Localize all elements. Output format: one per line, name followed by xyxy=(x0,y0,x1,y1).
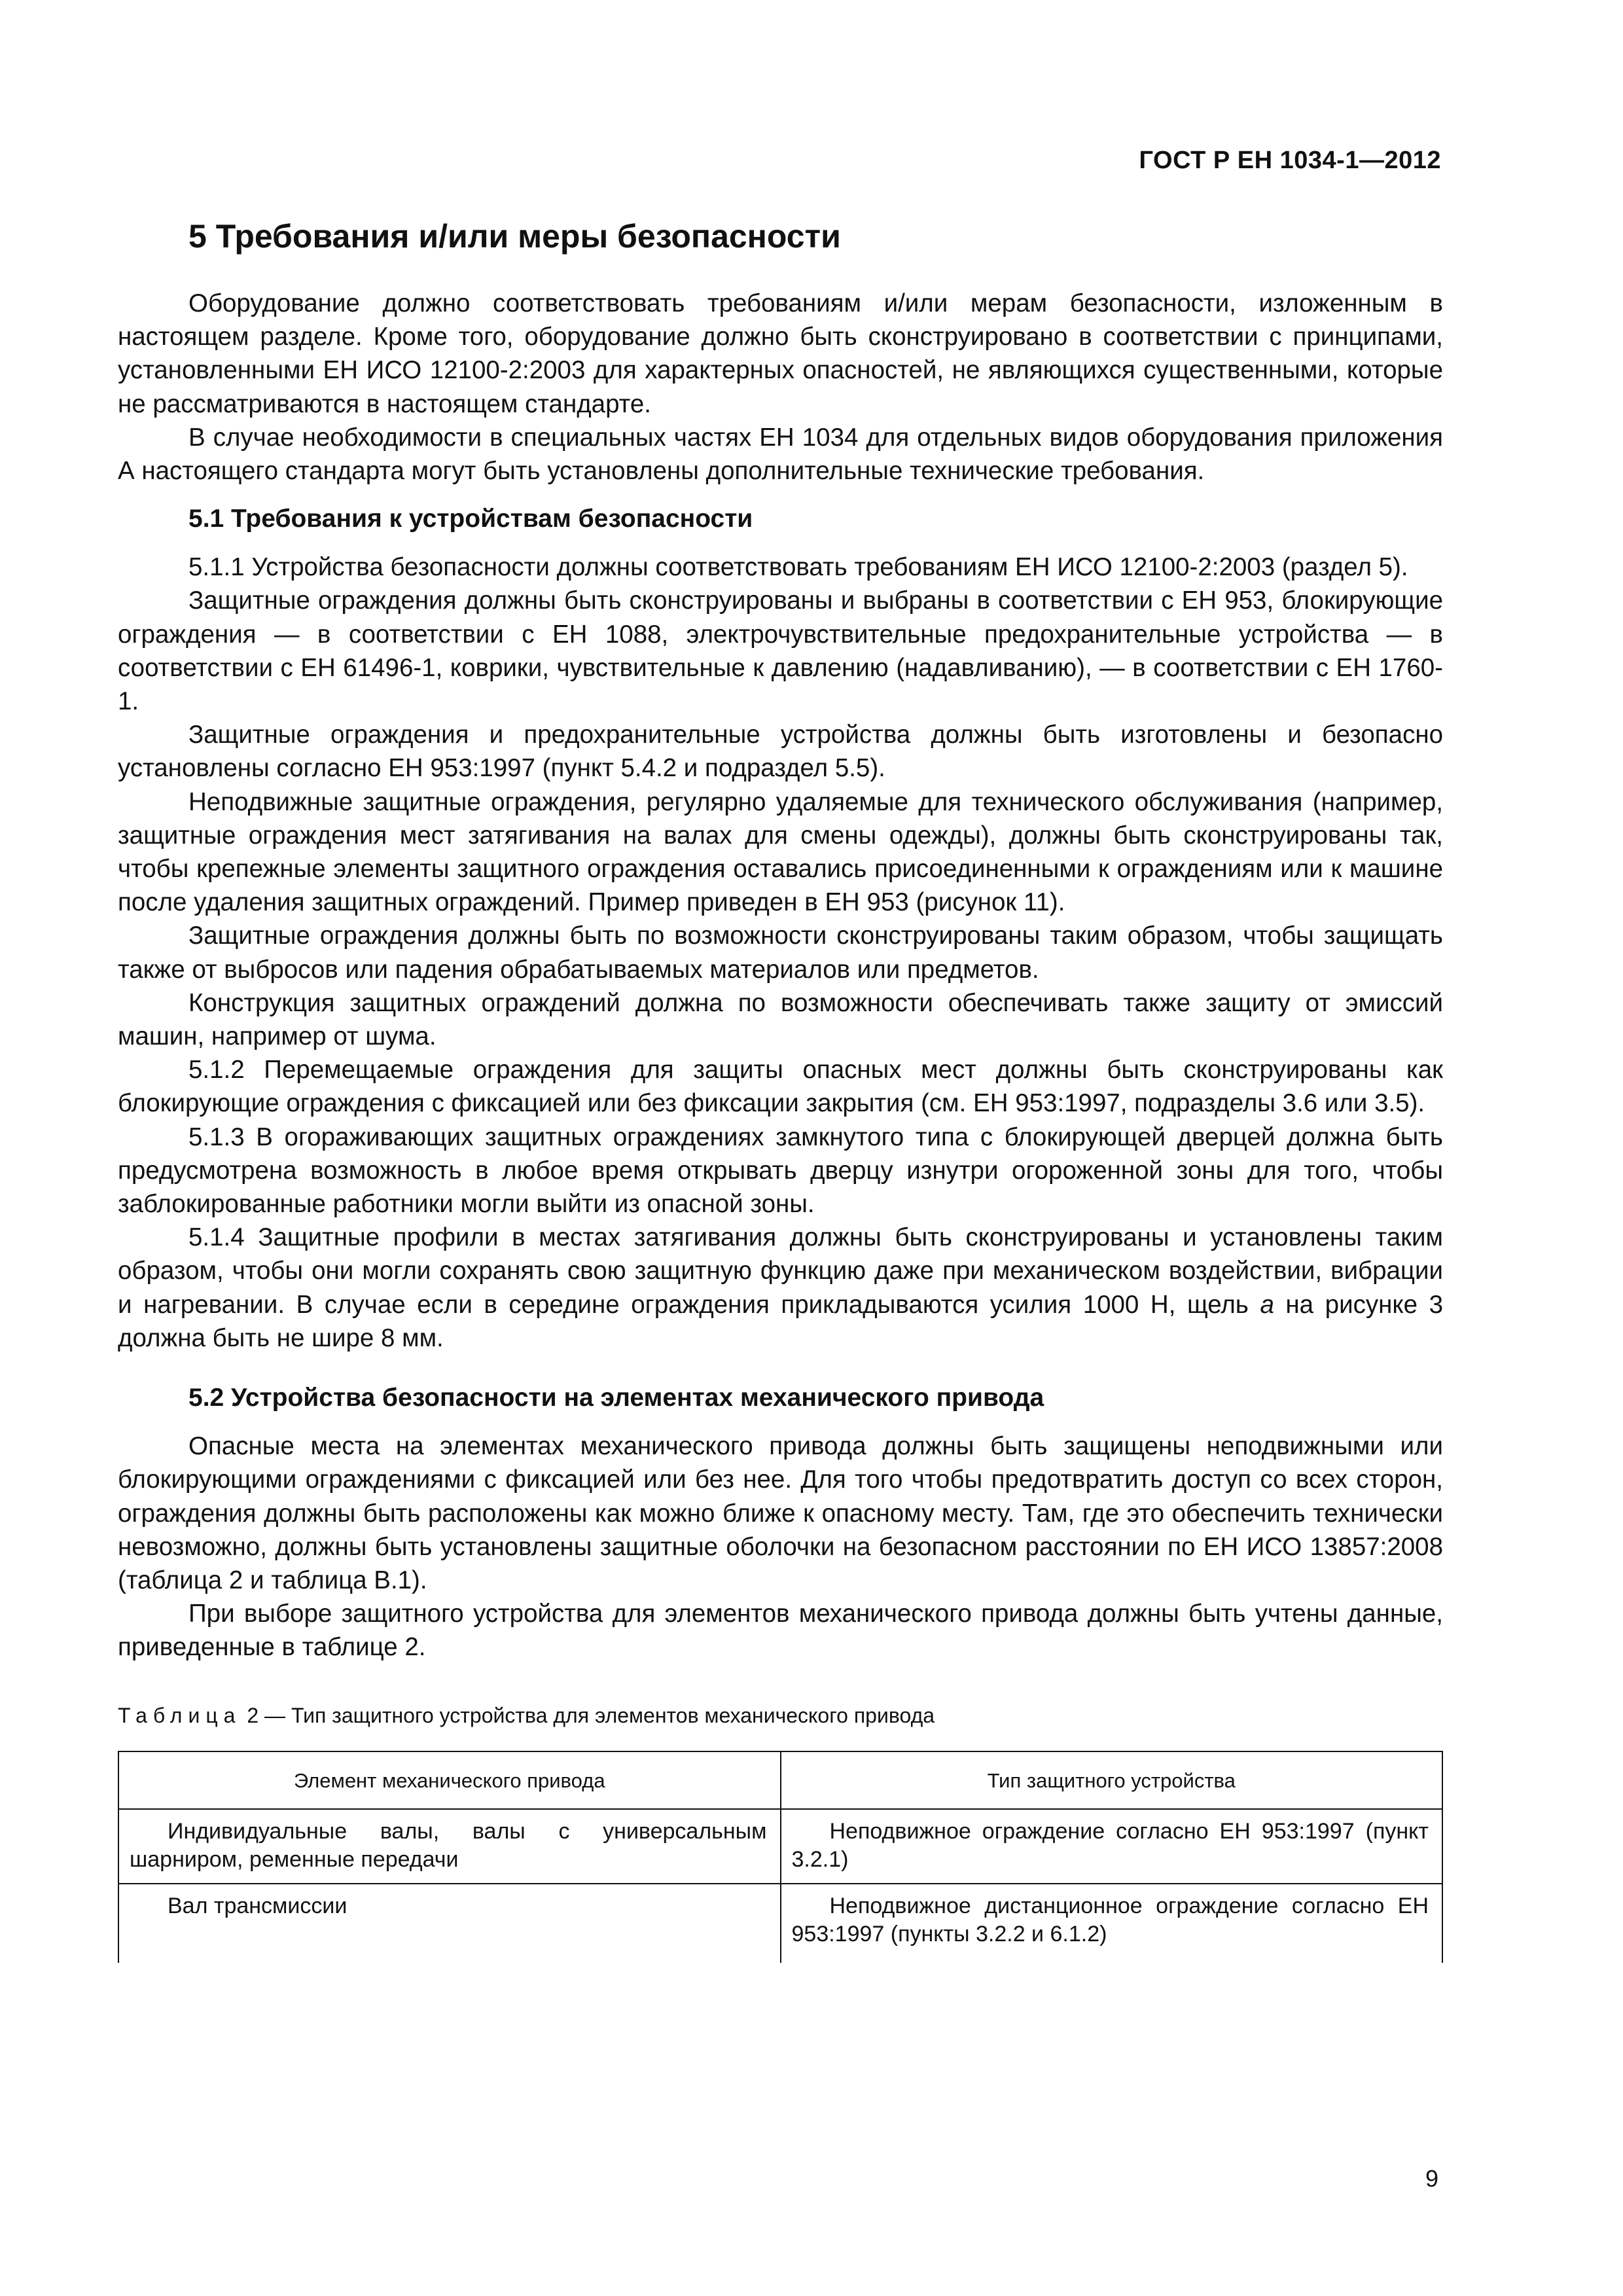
paragraph: Защитные ограждения должны быть сконструированы и выбраны в соответствии с ЕН 953, блокирующие ограждения — в соответствии с ЕН 1088, электрочувствительные предохранительные устройства — в соответствии с ЕН 61496-1, коврики, чувствительные к давлению (надавливанию), — в соответствии с ЕН 1760-1. xyxy=(118,586,1443,716)
column-header: Элемент механического привода xyxy=(118,1751,781,1809)
table-caption-text: 2 — Тип защитного устройства для элементов механического привода xyxy=(241,1703,935,1727)
page-number: 9 xyxy=(1425,2165,1438,2192)
paragraph: Опасные места на элементах механического привода должны быть защищены неподвижными или блокирующими ограждениями с фиксацией или без нее. Для того чтобы предотвратить доступ со всех сторон, ограждения должны быть расположены как можно ближе к опасному месту. Там, где это обеспечить технически невозможно, должны быть установлены защитные оболочки на безопасном расстоянии по ЕН ИСО 13857:2008 (таблица 2 и таблица В.1). xyxy=(118,1432,1443,1594)
table-cell: Неподвижное ограждение согласно ЕН 953:1997 (пункт 3.2.1) xyxy=(781,1809,1443,1884)
table-cell: Вал трансмиссии xyxy=(118,1884,781,1963)
paragraph: Защитные ограждения должны быть по возможности сконструированы таким образом, чтобы защищать также от выбросов или падения обрабатываемых материалов или предметов. xyxy=(118,922,1443,984)
column-header: Тип защитного устройства xyxy=(781,1751,1443,1809)
table-caption-label: Таблица xyxy=(118,1703,241,1727)
paragraph-5-1-4 xyxy=(118,1221,1443,1355)
table-header-row xyxy=(118,1751,1442,1809)
paragraph: При выборе защитного устройства для элементов механического привода должны быть учтены данные, приведенные в таблице 2. xyxy=(118,1600,1443,1662)
subsection-title: 5.1 Требования к устройствам безопасности xyxy=(188,505,753,533)
paragraph-text: на рисунке 3 должна быть не шире 8 мм. xyxy=(118,1290,1443,1352)
paragraph: Оборудование должно соответствовать требованиям и/или мерам безопасности, изложенным в настоящем разделе. Кроме того, оборудование должно быть сконструировано в соответствии с принципами, установленными ЕН ИСО 12100-2:2003 для характерных опасностей, не являющихся существенными, которые не рассматриваются в настоящем стандарте. xyxy=(118,289,1443,418)
table-cell: Индивидуальные валы, валы с универсальным шарниром, ременные передачи xyxy=(118,1809,781,1884)
paragraph: Конструкция защитных ограждений должна по возможности обеспечивать также защиту от эмиссий машин, например от шума. xyxy=(118,988,1443,1051)
paragraph: 5.1.2 Перемещаемые ограждения для защиты опасных мест должны быть сконструированы как блокирующие ограждения с фиксацией или без фиксации закрытия (см. ЕН 953:1997, подразделы 3.6 или 3.5). xyxy=(118,1056,1443,1118)
table-row xyxy=(118,1884,1442,1963)
document-code: ГОСТ Р ЕН 1034-1—2012 xyxy=(1139,147,1441,174)
table-caption xyxy=(118,1702,1443,1729)
data-table xyxy=(118,1751,1443,1963)
paragraph: Защитные ограждения и предохранительные устройства должны быть изготовлены и безопасно установлены согласно ЕН 953:1997 (пункт 5.4.2 и подраздел 5.5). xyxy=(118,721,1443,783)
paragraph: 5.1.3 В огораживающих защитных ограждениях замкнутого типа с блокирующей дверцей должна быть предусмотрена возможность в любое время открывать дверцу изнутри огороженной зоны для того, чтобы заблокированные работники могли выйти из опасной зоны. xyxy=(118,1122,1443,1219)
table-row xyxy=(118,1809,1442,1884)
subsection-title: 5.2 Устройства безопасности на элементах механического привода xyxy=(188,1384,1044,1412)
paragraph: Неподвижные защитные ограждения, регулярно удаляемые для технического обслуживания (например, защитные ограждения мест затягивания на валах для смены одежды), должны быть сконструированы так, чтобы крепежные элементы защитного ограждения оставались присоединенными к ограждениям или к машине после удаления защитных ограждений. Пример приведен в ЕН 953 (рисунок 11). xyxy=(118,787,1443,917)
page-content xyxy=(118,216,1443,1963)
table-cell: Неподвижное дистанционное ограждение согласно ЕН 953:1997 (пункты 3.2.2 и 6.1.2) xyxy=(781,1884,1443,1963)
paragraph: 5.1.1 Устройства безопасности должны соответствовать требованиям ЕН ИСО 12100-2:2003 (раздел 5). xyxy=(188,553,1408,582)
variable-a: а xyxy=(1260,1290,1274,1319)
paragraph: В случае необходимости в специальных частях ЕН 1034 для отдельных видов оборудования приложения А настоящего стандарта могут быть установлены дополнительные технические требования. xyxy=(118,423,1443,486)
paragraph-text: 5.1.4 Защитные профили в местах затягивания должны быть сконструированы и установлены таким образом, чтобы они могли сохранять свою защитную функцию даже при механическом воздействии, вибрации и нагревании. В случае если в середине ограждения прикладываются усилия 1000 Н, щель xyxy=(118,1223,1443,1319)
section-title: 5 Требования и/или меры безопасности xyxy=(188,218,841,255)
